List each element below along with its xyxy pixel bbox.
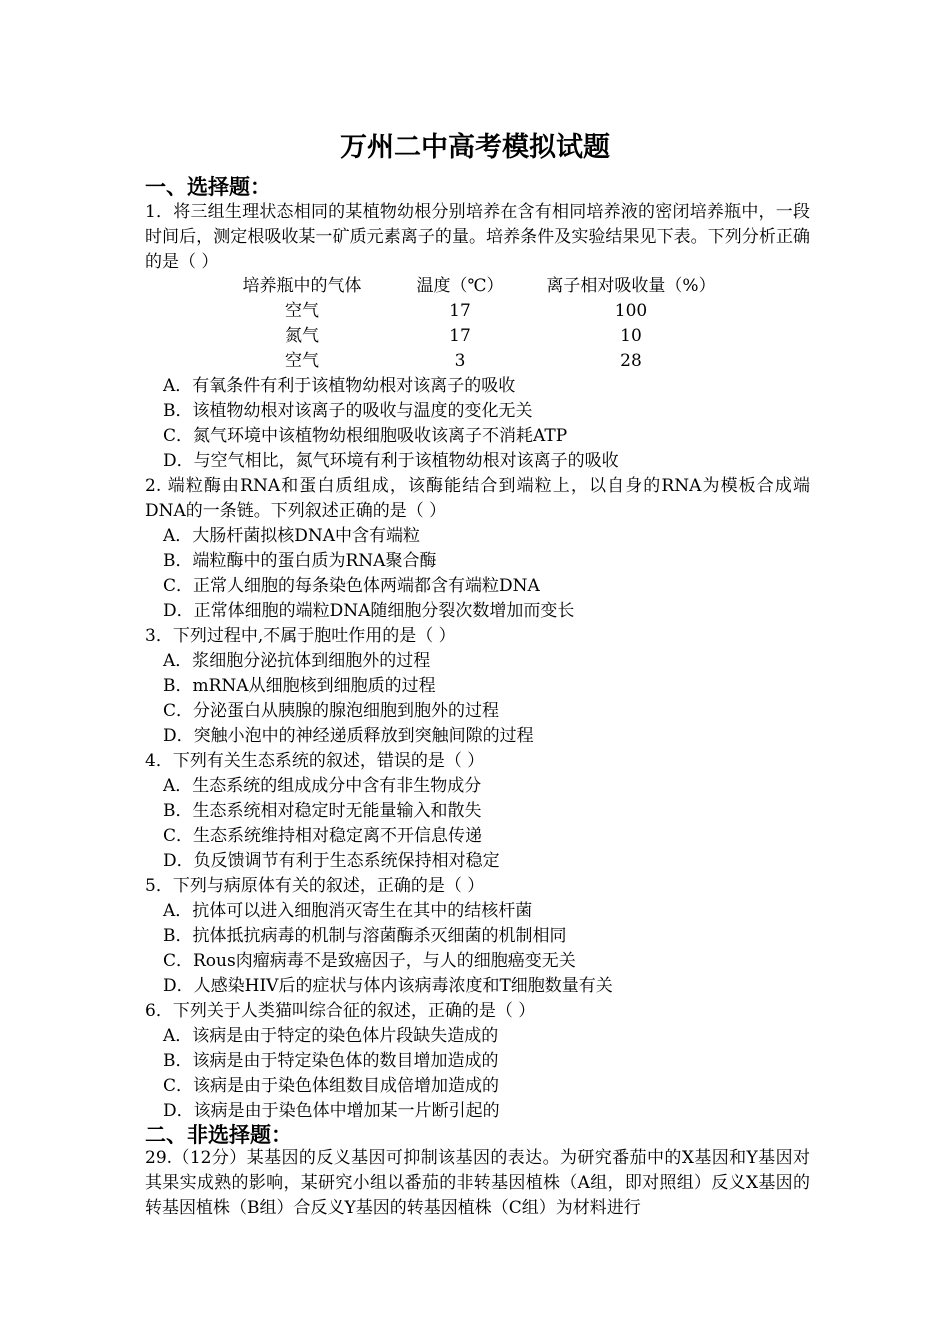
- question-6-option-b: B．该病是由于特定染色体的数目增加造成的: [163, 1051, 499, 1071]
- table-cell: 28: [620, 351, 642, 371]
- question-2-stem: 2. 端粒酶由RNA和蛋白质组成，该酶能结合到端粒上，以自身的RNA为模板合成端DNA的一条链。下列叙述正确的是（ ）: [145, 476, 810, 521]
- question-2-option-a: A．大肠杆菌拟核DNA中含有端粒: [163, 526, 421, 546]
- section-heading-choice: 一、选择题：: [145, 175, 271, 199]
- table-cell: 10: [620, 326, 642, 346]
- question-2-option-c: C．正常人细胞的每条染色体两端都含有端粒DNA: [163, 576, 540, 596]
- table-cell: 17: [449, 326, 471, 346]
- table-cell: 氮气: [285, 326, 319, 346]
- table-header-gas: 培养瓶中的气体: [242, 276, 362, 296]
- table-cell: 空气: [285, 301, 319, 321]
- question-1-option-c: C．氮气环境中该植物幼根细胞吸收该离子不消耗ATP: [163, 426, 568, 446]
- question-5-stem: 5．下列与病原体有关的叙述，正确的是（ ）: [145, 876, 485, 896]
- question-1-option-d: D．与空气相比，氮气环境有利于该植物幼根对该离子的吸收: [163, 451, 619, 471]
- section-heading-non-choice: 二、非选择题：: [145, 1123, 292, 1147]
- table-cell: 空气: [285, 351, 319, 371]
- question-3-option-b: B．mRNA从细胞核到细胞质的过程: [163, 676, 436, 696]
- question-1-stem: 1．将三组生理状态相同的某植物幼根分别培养在含有相同培养液的密闭培养瓶中，一段时间后，测定根吸收某一矿质元素离子的量。培养条件及实验结果见下表。下列分析正确的是（ ）: [145, 202, 810, 272]
- question-5-option-b: B．抗体抵抗病毒的机制与溶菌酶杀灭细菌的机制相同: [163, 926, 567, 946]
- question-4-option-b: B．生态系统相对稳定时无能量输入和散失: [163, 801, 482, 821]
- table-header-absorption: 离子相对吸收量（%）: [546, 276, 716, 296]
- question-3-option-a: A．浆细胞分泌抗体到细胞外的过程: [163, 651, 431, 671]
- table-cell: 100: [614, 301, 648, 321]
- question-6-option-d: D．该病是由于染色体中增加某一片断引起的: [163, 1101, 500, 1121]
- question-3-option-d: D．突触小泡中的神经递质释放到突触间隙的过程: [163, 726, 534, 746]
- question-4-option-c: C．生态系统维持相对稳定离不开信息传递: [163, 826, 483, 846]
- question-4-stem: 4．下列有关生态系统的叙述，错误的是（ ）: [145, 751, 485, 771]
- question-29-stem: 29.（12分）某基因的反义基因可抑制该基因的表达。为研究番茄中的X基因和Y基因对其果实成熟的影响，某研究小组以番茄的非转基因植株（A组，即对照组）反义X基因的转基因植株（B组）合反义Y基因的转基因植株（C组）为材料进行: [145, 1148, 810, 1218]
- question-2-option-b: B．端粒酶中的蛋白质为RNA聚合酶: [163, 551, 437, 571]
- table-header-temperature: 温度（℃）: [416, 276, 504, 296]
- table-cell: 17: [449, 301, 471, 321]
- question-3-stem: 3．下列过程中,不属于胞吐作用的是（ ）: [145, 626, 456, 646]
- question-4-option-d: D．负反馈调节有利于生态系统保持相对稳定: [163, 851, 500, 871]
- question-5-option-c: C．Rous肉瘤病毒不是致癌因子，与人的细胞癌变无关: [163, 951, 576, 971]
- question-1-option-b: B．该植物幼根对该离子的吸收与温度的变化无关: [163, 401, 533, 421]
- page-title: 万州二中高考模拟试题: [340, 132, 610, 163]
- table-cell: 3: [454, 351, 466, 371]
- question-6-option-c: C．该病是由于染色体组数目成倍增加造成的: [163, 1076, 500, 1096]
- question-4-option-a: A．生态系统的组成成分中含有非生物成分: [163, 776, 482, 796]
- question-5-option-d: D．人感染HIV后的症状与体内该病毒浓度和T细胞数量有关: [163, 976, 613, 996]
- question-6-option-a: A．该病是由于特定的染色体片段缺失造成的: [163, 1026, 499, 1046]
- question-2-option-d: D．正常体细胞的端粒DNA随细胞分裂次数增加而变长: [163, 601, 575, 621]
- question-5-option-a: A．抗体可以进入细胞消灭寄生在其中的结核杆菌: [163, 901, 533, 921]
- question-1-option-a: A．有氧条件有利于该植物幼根对该离子的吸收: [163, 376, 516, 396]
- question-3-option-c: C．分泌蛋白从胰腺的腺泡细胞到胞外的过程: [163, 701, 500, 721]
- question-6-stem: 6．下列关于人类猫叫综合征的叙述，正确的是（ ）: [145, 1001, 536, 1021]
